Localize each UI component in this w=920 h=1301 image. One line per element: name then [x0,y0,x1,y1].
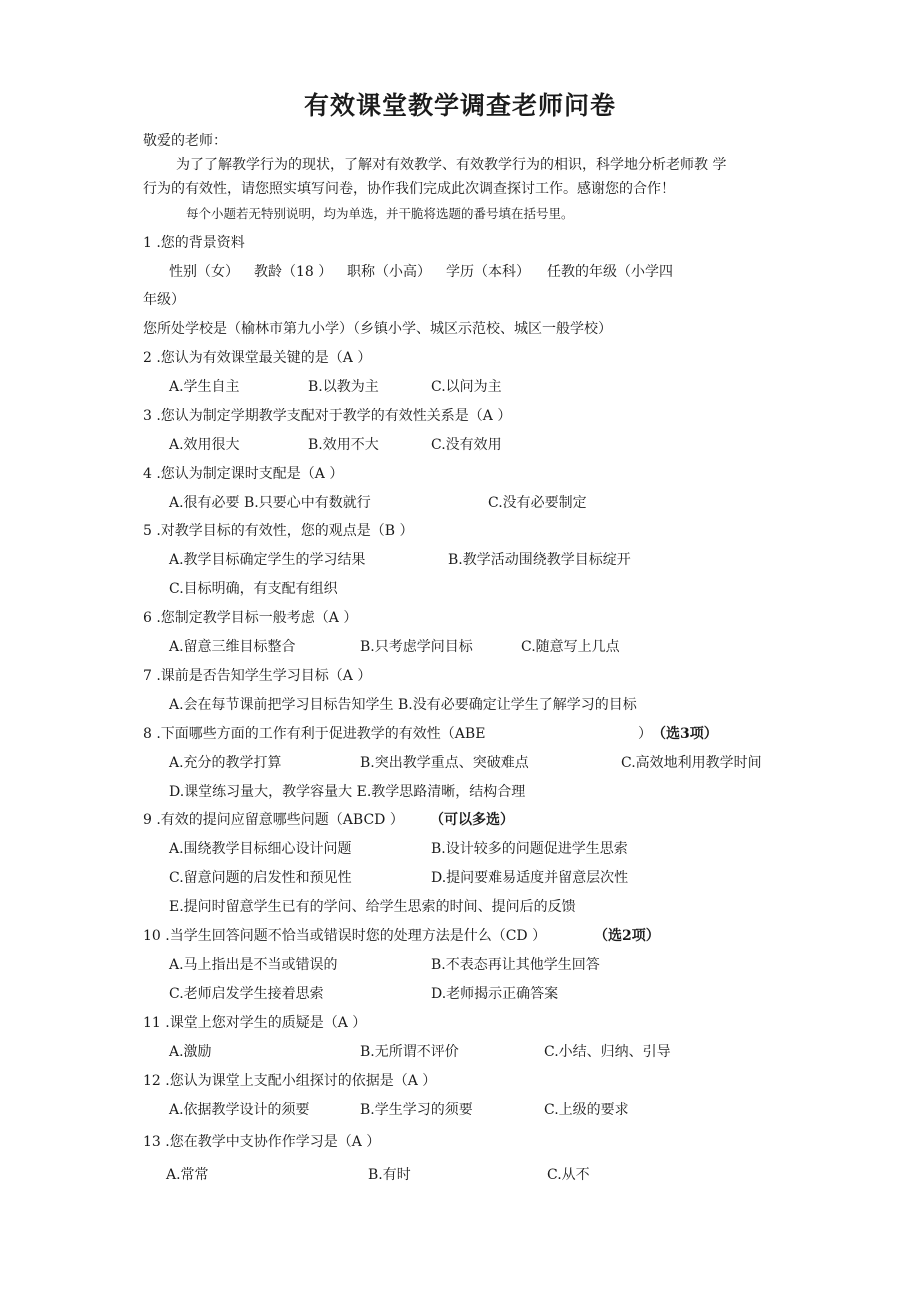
q3-option-b: B.效用不大 [308,437,379,453]
q11-option-a: A.激励 [169,1044,212,1060]
q1-gender: 性别（女） [169,264,239,280]
instruction-text: 每个小题若无特别说明，均为单选，并干脆将选题的番号填在括号里。 [186,206,574,221]
q7-option-ab: A.会在每节课前把学习目标告知学生 B.没有必要确定让学生了解学习的目标 [169,697,637,713]
q6-option-b: B.只考虑学问目标 [360,639,473,655]
q2-option-a: A.学生自主 [169,379,240,395]
q8-note: （选3项） [652,726,718,742]
q4-option-c: C.没有必要制定 [488,495,587,511]
q1-title: 职称（小高） [347,264,431,280]
q9-option-a: A.围绕教学目标细心设计问题 [169,841,352,857]
question-13-stem: 13 .您在教学中支协作作学习是（A ） [143,1134,381,1150]
q10-option-a: A.马上指出是不当或错误的 [169,957,338,973]
q1-grade-continued: 年级） [143,292,185,308]
q8-option-a: A.充分的教学打算 [169,755,282,771]
q3-option-a: A.效用很大 [169,437,240,453]
question-10-stem: 10 .当学生回答问题不恰当或错误时您的处理方法是什么（CD ） [143,928,547,944]
intro-line-1: 为了了解教学行为的现状，了解对有效教学、有效教学行为的相识，科学地分析老师教 学 [176,157,727,173]
q2-option-b: B.以教为主 [308,379,379,395]
q10-option-b: B.不表态再让其他学生回答 [431,957,600,973]
q5-option-c: C.目标明确，有支配有组织 [169,581,338,597]
q1-grade: 任教的年级（小学四 [547,264,673,280]
question-2-stem: 2 .您认为有效课堂最关键的是（A ） [143,350,372,366]
q4-option-ab: A.很有必要 B.只要心中有数就行 [169,495,371,511]
q12-option-a: A.依据教学设计的须要 [169,1102,310,1118]
question-11-stem: 11 .课堂上您对学生的质疑是（A ） [143,1015,367,1031]
q11-option-c: C.小结、归纳、引导 [544,1044,671,1060]
question-8-stem: 8 .下面哪些方面的工作有利于促进教学的有效性（ABE [143,726,486,742]
greeting: 敬爱的老师： [143,133,227,149]
question-6-stem: 6 .您制定教学目标一般考虑（A ） [143,610,358,626]
page-title: 有效课堂教学调查老师问卷 [303,91,616,120]
q9-option-e: E.提问时留意学生已有的学问、给学生思索的时间、提问后的反馈 [169,899,576,915]
q13-option-a: A.常常 [166,1167,209,1183]
q5-option-b: B.教学活动围绕教学目标绽开 [448,552,631,568]
q1-school: 您所处学校是（榆林市第九小学）（乡镇小学、城区示范校、城区一般学校） [143,321,612,337]
question-4-stem: 4 .您认为制定课时支配是（A ） [143,466,344,482]
q13-option-b: B.有时 [368,1167,411,1183]
q9-note: （可以多选） [430,812,514,828]
q12-option-c: C.上级的要求 [544,1102,629,1118]
question-12-stem: 12 .您认为课堂上支配小组探讨的依据是（A ） [143,1073,437,1089]
q8-option-c: C.高效地利用教学时间 [621,755,762,771]
q8-option-b: B.突出教学重点、突破难点 [360,755,529,771]
q9-option-d: D.提问要难易适度并留意层次性 [431,870,629,886]
q9-option-c: C.留意问题的启发性和预见性 [169,870,352,886]
q9-option-b: B.设计较多的问题促进学生思索 [431,841,628,857]
question-7-stem: 7 .课前是否告知学生学习目标（A ） [143,668,372,684]
q10-note: （选2项） [594,928,660,944]
q8-stem-close: ） [638,726,652,742]
q2-option-c: C.以问为主 [431,379,502,395]
q1-education: 学历（本科） [446,264,530,280]
q11-option-b: B.无所谓不评价 [360,1044,459,1060]
question-5-stem: 5 .对教学目标的有效性，您的观点是（B ） [143,523,414,539]
q6-option-a: A.留意三维目标整合 [169,639,296,655]
intro-line-2: 行为的有效性，请您照实填写问卷，协作我们完成此次调查探讨工作。感谢您的合作！ [143,181,675,197]
q10-option-d: D.老师揭示正确答案 [431,986,559,1002]
question-9-stem: 9 .有效的提问应留意哪些问题（ABCD ） [143,812,404,828]
question-1-stem: 1 .您的背景资料 [143,235,245,251]
q12-option-b: B.学生学习的须要 [360,1102,473,1118]
question-3-stem: 3 .您认为制定学期教学支配对于教学的有效性关系是（A ） [143,408,512,424]
q6-option-c: C.随意写上几点 [521,639,620,655]
q3-option-c: C.没有效用 [431,437,502,453]
q10-option-c: C.老师启发学生接着思索 [169,986,324,1002]
q5-option-a: A.教学目标确定学生的学习结果 [169,552,366,568]
q8-option-de: D.课堂练习量大，教学容量大 E.教学思路清晰，结构合理 [169,784,526,800]
q1-teaching-years: 教龄（18 ） [254,264,333,280]
q13-option-c: C.从不 [547,1167,590,1183]
